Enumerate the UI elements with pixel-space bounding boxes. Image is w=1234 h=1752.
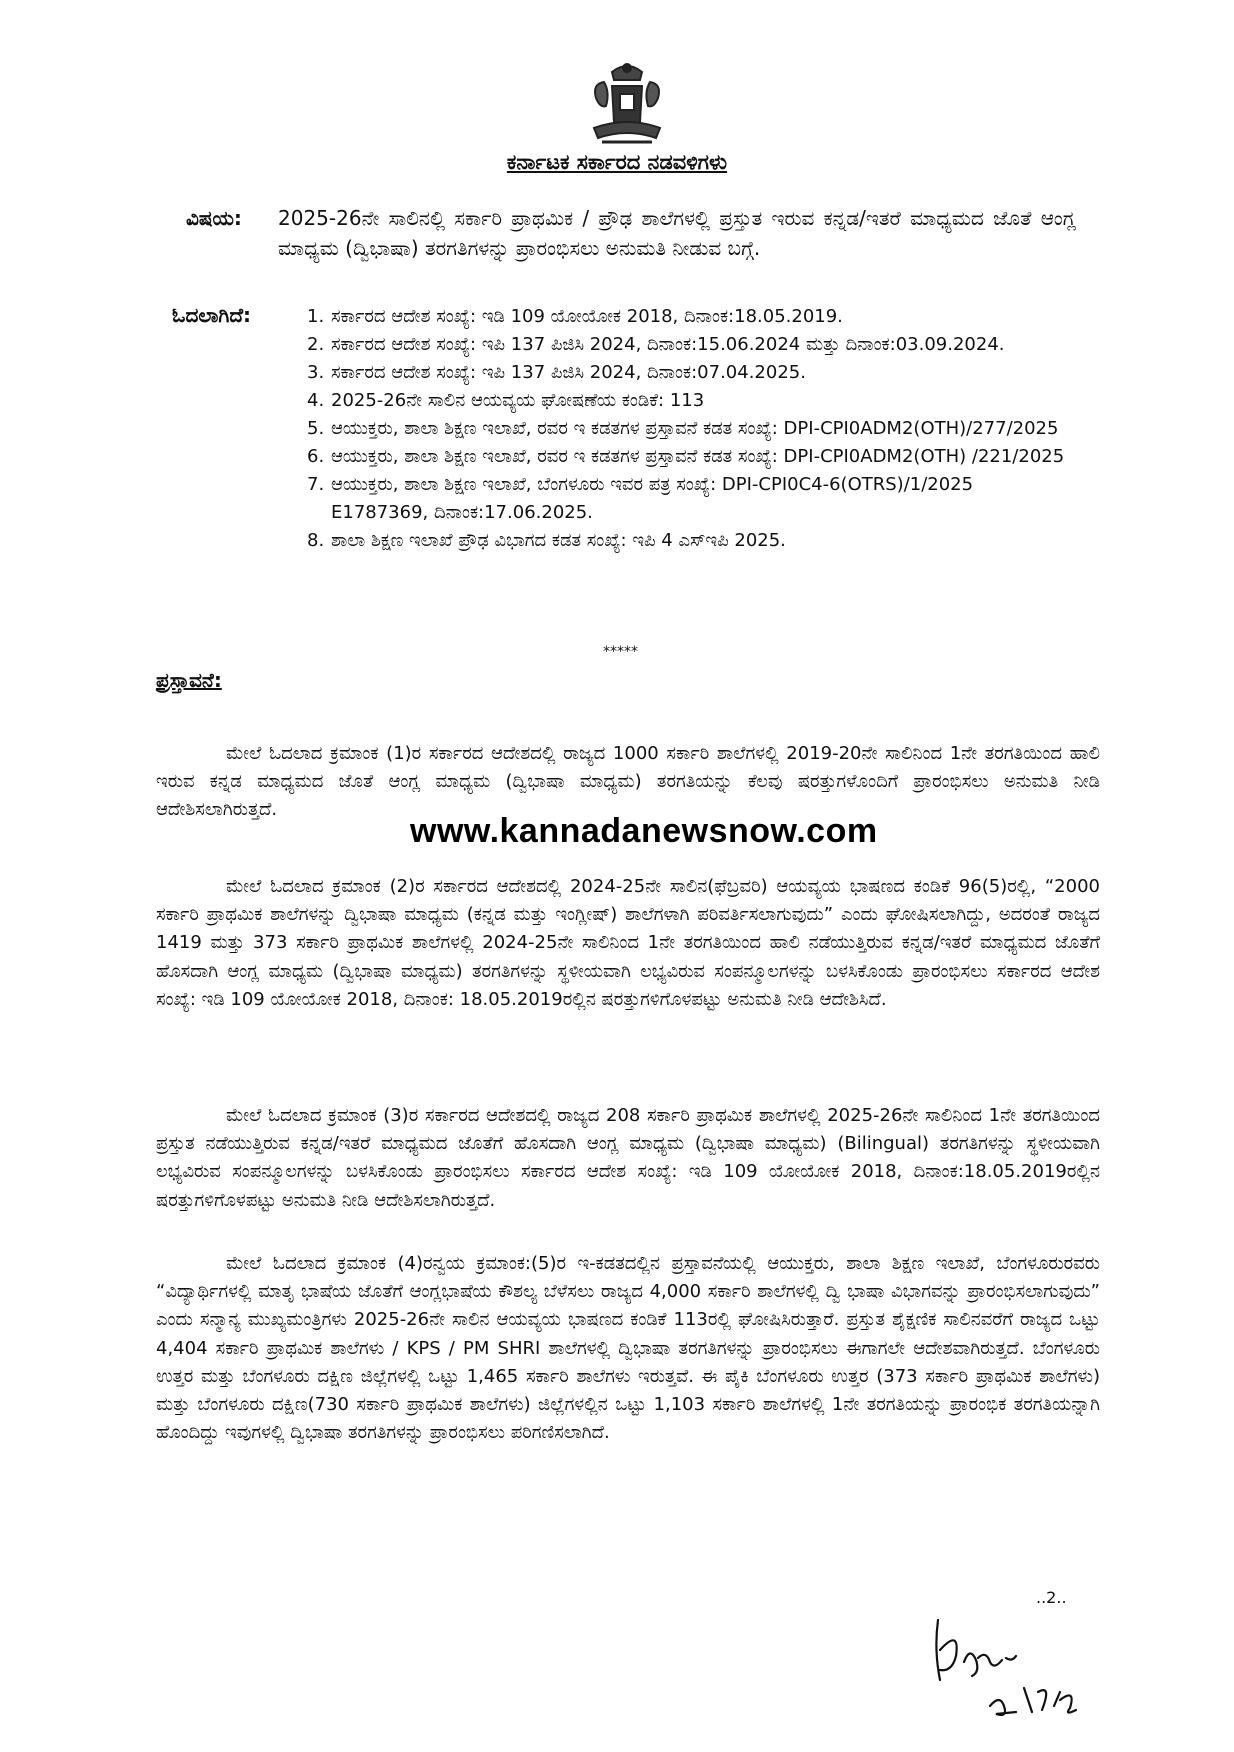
references-list — [172, 303, 1072, 555]
subject-section — [186, 203, 1076, 263]
item-number: 4. — [307, 390, 325, 411]
subject-label: ವಿಷಯ: — [186, 206, 242, 230]
item-number: 2. — [307, 334, 325, 355]
item-number: 1. — [307, 306, 325, 327]
page-indicator: ..2.. — [1036, 1588, 1067, 1607]
list-item — [307, 415, 1072, 443]
list-item — [307, 443, 1072, 471]
item-text: ಸರ್ಕಾರದ ಆದೇಶ ಸಂಖ್ಯೆ: ಇಡಿ 109 ಯೋಯೋಕ 2018, ದಿನಾಂಕ:18.05.2019. — [331, 306, 843, 327]
karnataka-emblem-icon — [582, 58, 672, 150]
preamble-paragraph-2: ಮೇಲೆ ಓದಲಾದ ಕ್ರಮಾಂಕ (2)ರ ಸರ್ಕಾರದ ಆದೇಶದಲ್ಲಿ 2024-25ನೇ ಸಾಲಿನ(ಫೆಬ್ರವರಿ) ಆಯವ್ಯಯ ಭಾಷಣದ ಕಂಡಿಕೆ 96(5)ರಲ್ಲಿ, “2000 ಸರ್ಕಾರಿ ಪ್ರಾಥಮಿಕ ಶಾಲೆಗಳನ್ನು ದ್ವಿಭಾಷಾ ಮಾಧ್ಯಮ (ಕನ್ನಡ ಮತ್ತು ಇಂಗ್ಲೀಷ್) ಶಾಲೆಗಳಾಗಿ ಪರಿವರ್ತಿಸಲಾಗುವುದು” ಎಂದು ಘೋಷಿಸಲಾಗಿದ್ದು, ಅದರಂತೆ ರಾಜ್ಯದ 1419 ಮತ್ತು 373 ಸರ್ಕಾರಿ ಪ್ರಾಥಮಿಕ ಶಾಲೆಗಳಲ್ಲಿ 2024-25ನೇ ಸಾಲಿನಿಂದ 1ನೇ ತರಗತಿಯಿಂದ ಹಾಲಿ ನಡೆಯುತ್ತಿರುವ ಕನ್ನಡ/ಇತರೆ ಮಾಧ್ಯಮದ ಜೊತೆಗೆ ಹೊಸದಾಗಿ ಆಂಗ್ಲ ಮಾಧ್ಯಮ (ದ್ವಿಭಾಷಾ ಮಾಧ್ಯಮ) ತರಗತಿಗಳನ್ನು ಸ್ಥಳೀಯವಾಗಿ ಲಭ್ಯವಿರುವ ಸಂಪನ್ಮೂಲಗಳನ್ನು ಬಳಸಿಕೊಂಡು ಪ್ರಾರಂಭಿಸಲು ಸರ್ಕಾರದ ಆದೇಶ ಸಂಖ್ಯೆ: ಇಡಿ 109 ಯೋಯೋಕ 2018, ದಿನಾಂಕ: 18.05.2019ರಲ್ಲಿನ ಷರತ್ತುಗಳಿಗೊಳಪಟ್ಟು ಅನುಮತಿ ನೀಡಿ ಆದೇಶಿಸಿದೆ. — [156, 876, 1100, 1010]
item-text: ಆಯುಕ್ತರು, ಶಾಲಾ ಶಿಕ್ಷಣ ಇಲಾಖೆ, ರವರ ಇ ಕಡತಗಳ ಪ್ರಸ್ತಾವನೆ ಕಡತ ಸಂಖ್ಯೆ: DPI-CPI0ADM2(OTH) /221/2025 — [331, 446, 1065, 467]
watermark-url: www.kannadanewsnow.com — [410, 812, 878, 850]
item-text: ಸರ್ಕಾರದ ಆದೇಶ ಸಂಖ್ಯೆ: ಇಪಿ 137 ಪಿಜಿಸಿ 2024, ದಿನಾಂಕ:15.06.2024 ಮತ್ತು ದಿನಾಂಕ:03.09.2024. — [331, 334, 1005, 355]
item-text: ಶಾಲಾ ಶಿಕ್ಷಣ ಇಲಾಖೆ ಪ್ರೌಢ ವಿಭಾಗದ ಕಡತ ಸಂಖ್ಯೆ: ಇಪಿ 4 ಎಸ್‌ಇಪಿ 2025. — [331, 530, 786, 551]
list-item — [307, 471, 1072, 527]
subject-text: 2025-26ನೇ ಸಾಲಿನಲ್ಲಿ ಸರ್ಕಾರಿ ಪ್ರಾಥಮಿಕ / ಪ್ರೌಢ ಶಾಲೆಗಳಲ್ಲಿ ಪ್ರಸ್ತುತ ಇರುವ ಕನ್ನಡ/ಇತರೆ ಮಾಧ್ಯಮದ ಜೊತೆ ಆಂಗ್ಲ ಮಾಧ್ಯಮ (ದ್ವಿಭಾಷಾ) ತರಗತಿಗಳನ್ನು ಪ್ರಾರಂಭಿಸಲು ಅನುಮತಿ ನೀಡುವ ಬಗ್ಗೆ. — [278, 206, 1076, 260]
item-text: ಸರ್ಕಾರದ ಆದೇಶ ಸಂಖ್ಯೆ: ಇಪಿ 137 ಪಿಜಿಸಿ 2024, ದಿನಾಂಕ:07.04.2025. — [331, 362, 806, 383]
preamble-paragraph-4: ಮೇಲೆ ಓದಲಾದ ಕ್ರಮಾಂಕ (4)ರನ್ವಯ ಕ್ರಮಾಂಕ:(5)ರ ಇ-ಕಡತದಲ್ಲಿನ ಪ್ರಸ್ತಾವನೆಯಲ್ಲಿ ಆಯುಕ್ತರು, ಶಾಲಾ ಶಿಕ್ಷಣ ಇಲಾಖೆ, ಬೆಂಗಳೂರುರವರು “ವಿದ್ಯಾರ್ಥಿಗಳಲ್ಲಿ ಮಾತೃ ಭಾಷೆಯ ಜೊತೆಗೆ ಆಂಗ್ಲಭಾಷೆಯ ಕೌಶಲ್ಯ ಬೆಳೆಸಲು ರಾಜ್ಯದ 4,000 ಸರ್ಕಾರಿ ಶಾಲೆಗಳಲ್ಲಿ ದ್ವಿ ಭಾಷಾ ವಿಭಾಗವನ್ನು ಪ್ರಾರಂಭಿಸಲಾಗುವುದು” ಎಂದು ಸನ್ಮಾನ್ಯ ಮುಖ್ಯಮಂತ್ರಿಗಳು 2025-26ನೇ ಸಾಲಿನ ಆಯವ್ಯಯ ಭಾಷಣದ ಕಂಡಿಕೆ 113ರಲ್ಲಿ ಘೋಷಿಸಿರುತ್ತಾರೆ. ಪ್ರಸ್ತುತ ಶೈಕ್ಷಣಿಕ ಸಾಲಿನವರೆಗೆ ರಾಜ್ಯದ ಒಟ್ಟು 4,404 ಸರ್ಕಾರಿ ಪ್ರಾಥಮಿಕ ಶಾಲೆಗಳು / KPS / PM SHRI ಶಾಲೆಗಳಲ್ಲಿ ದ್ವಿಭಾಷಾ ತರಗತಿಗಳನ್ನು ಪ್ರಾರಂಭಿಸಲು ಈಗಾಗಲೇ ಆದೇಶವಾಗಿರುತ್ತದೆ. ಬೆಂಗಳೂರು ಉತ್ತರ ಮತ್ತು ಬೆಂಗಳೂರು ದಕ್ಷಿಣ ಜಿಲ್ಲೆಗಳಲ್ಲಿ ಒಟ್ಟು 1,465 ಸರ್ಕಾರಿ ಶಾಲೆಗಳು ಇರುತ್ತವೆ. ಈ ಪೈಕಿ ಬೆಂಗಳೂರು ಉತ್ತರ (373 ಸರ್ಕಾರಿ ಪ್ರಾಥಮಿಕ ಶಾಲೆಗಳು) ಮತ್ತು ಬೆಂಗಳೂರು ದಕ್ಷಿಣ(730 ಸರ್ಕಾರಿ ಪ್ರಾಥಮಿಕ ಶಾಲೆಗಳು) ಜಿಲ್ಲೆಗಳಲ್ಲಿನ ಒಟ್ಟು 1,103 ಸರ್ಕಾರಿ ಶಾಲೆಗಳಲ್ಲಿ 1ನೇ ತರಗತಿಯನ್ನು ಪ್ರಾರಂಭಿಕ ತರಗತಿಯನ್ನಾಗಿ ಹೊಂದಿದ್ದು ಇವುಗಳಲ್ಲಿ ದ್ವಿಭಾಷಾ ತರಗತಿಗಳನ್ನು ಪ್ರಾರಂಭಿಸಲು ಪರಿಗಣಿಸಲಾಗಿದೆ. — [156, 1253, 1100, 1444]
list-item — [307, 303, 1072, 331]
references-label: ಓದಲಾಗಿದೆ: — [172, 303, 252, 327]
item-text: 2025-26ನೇ ಸಾಲಿನ ಆಯವ್ಯಯ ಘೋಷಣೆಯ ಕಂಡಿಕೆ: 113 — [331, 390, 705, 411]
document-title: ಕರ್ನಾಟಕ ಸರ್ಕಾರದ ನಡವಳಿಗಳು — [506, 150, 728, 174]
item-number: 5. — [307, 418, 325, 439]
item-number: 6. — [307, 446, 325, 467]
preamble-title: ಪ್ರಸ್ತಾವನೆ: — [156, 668, 222, 692]
section-separator: ***** — [603, 644, 638, 660]
preamble-paragraph-3: ಮೇಲೆ ಓದಲಾದ ಕ್ರಮಾಂಕ (3)ರ ಸರ್ಕಾರದ ಆದೇಶದಲ್ಲಿ ರಾಜ್ಯದ 208 ಸರ್ಕಾರಿ ಪ್ರಾಥಮಿಕ ಶಾಲೆಗಳಲ್ಲಿ 2025-26ನೇ ಸಾಲಿನಿಂದ 1ನೇ ತರಗತಿಯಿಂದ ಪ್ರಸ್ತುತ ನಡೆಯುತ್ತಿರುವ ಕನ್ನಡ/ಇತರೆ ಮಾಧ್ಯಮದ ಜೊತೆಗೆ ಹೊಸದಾಗಿ ಆಂಗ್ಲ ಮಾಧ್ಯಮ (ದ್ವಿಭಾಷಾ ಮಾಧ್ಯಮ) (Bilingual) ತರಗತಿಗಳನ್ನು ಸ್ಥಳೀಯವಾಗಿ ಲಭ್ಯವಿರುವ ಸಂಪನ್ಮೂಲಗಳನ್ನು ಬಳಸಿಕೊಂಡು ಪ್ರಾರಂಭಿಸಲು ಸರ್ಕಾರದ ಆದೇಶ ಸಂಖ್ಯೆ: ಇಡಿ 109 ಯೋಯೋಕ 2018, ದಿನಾಂಕ:18.05.2019ರಲ್ಲಿನ ಷರತ್ತುಗಳಿಗೊಳಪಟ್ಟು ಅನುಮತಿ ನೀಡಿ ಆದೇಶಿಸಲಾಗಿರುತ್ತದೆ. — [156, 1105, 1100, 1211]
list-item — [307, 359, 1072, 387]
item-number: 8. — [307, 530, 325, 551]
item-text: ಆಯುಕ್ತರು, ಶಾಲಾ ಶಿಕ್ಷಣ ಇಲಾಖೆ, ರವರ ಇ ಕಡತಗಳ ಪ್ರಸ್ತಾವನೆ ಕಡತ ಸಂಖ್ಯೆ: DPI-CPI0ADM2(OTH)/277/2025 — [331, 418, 1059, 439]
handwritten-signature-icon — [920, 1610, 1090, 1730]
list-item — [307, 527, 1072, 555]
item-number: 3. — [307, 362, 325, 383]
item-number: 7. — [307, 474, 325, 495]
list-item — [307, 387, 1072, 415]
preamble-paragraph-1: ಮೇಲೆ ಓದಲಾದ ಕ್ರಮಾಂಕ (1)ರ ಸರ್ಕಾರದ ಆದೇಶದಲ್ಲಿ ರಾಜ್ಯದ 1000 ಸರ್ಕಾರಿ ಶಾಲೆಗಳಲ್ಲಿ 2019-20ನೇ ಸಾಲಿನಿಂದ 1ನೇ ತರಗತಿಯಿಂದ ಹಾಲಿ ಇರುವ ಕನ್ನಡ ಮಾಧ್ಯಮದ ಜೊತೆ ಆಂಗ್ಲ ಮಾಧ್ಯಮ (ದ್ವಿಭಾಷಾ ಮಾಧ್ಯಮ) ತರಗತಿಯನ್ನು ಕೆಲವು ಷರತ್ತುಗಳೊಂದಿಗೆ ಪ್ರಾರಂಭಿಸಲು ಅನುಮತಿ ನೀಡಿ ಆದೇಶಿಸಲಾಗಿರುತ್ತದೆ. — [156, 743, 1100, 821]
list-item — [307, 331, 1072, 359]
references-section — [172, 303, 1072, 555]
item-text: ಆಯುಕ್ತರು, ಶಾಲಾ ಶಿಕ್ಷಣ ಇಲಾಖೆ, ಬೆಂಗಳೂರು ಇವರ ಪತ್ರ ಸಂಖ್ಯೆ: DPI-CPI0C4-6(OTRS)/1/2025 E1787369, ದಿನಾಂಕ:17.06.2025. — [331, 474, 974, 523]
